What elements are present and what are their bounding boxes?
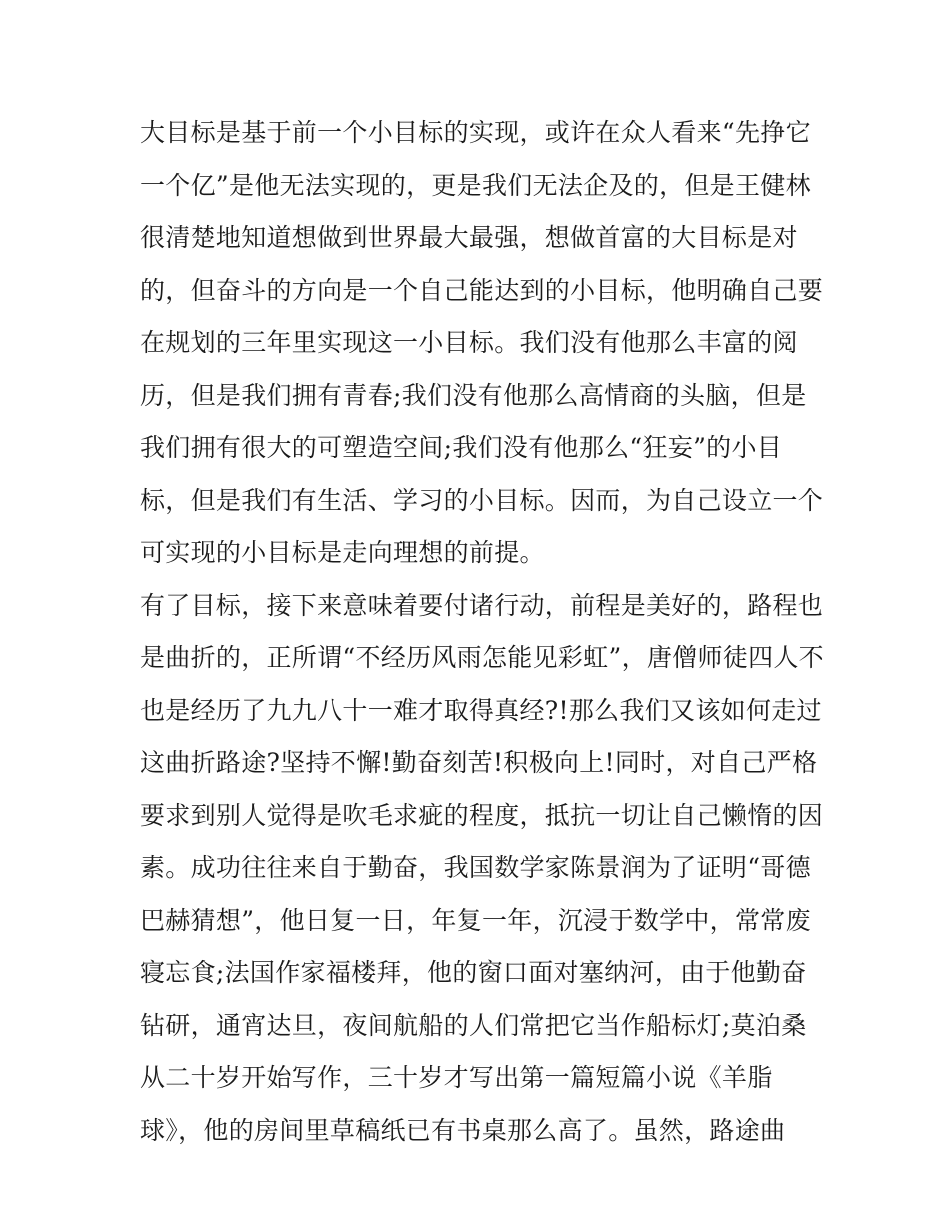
text-line: 一个亿”是他无法实现的，更是我们无法企及的，但是王健林 [140,170,811,200]
text-line: 这曲折路途?坚持不懈!勤奋刻苦!积极向上!同时，对自己严格 [140,748,818,777]
text-line: 要求到别人觉得是吹毛求疵的程度，抵抗一切让自己懒惰的因 [140,800,824,830]
text-line: 很清楚地知道想做到世界最大最强，想做首富的大目标是对 [140,223,798,252]
body-text [140,107,840,1157]
text-line: 素。成功往往来自于勤奋，我国数学家陈景润为了证明“哥德 [140,853,811,882]
text-line: 大目标是基于前一个小目标的实现，或许在众人看来“先挣它 [140,118,811,147]
text-line: 也是经历了九九八十一难才取得真经?!那么我们又该如何走过 [140,695,822,725]
text-line: 在规划的三年里实现这一小目标。我们没有他那么丰富的阅 [140,328,798,357]
text-line: 可实现的小目标是走向理想的前提。 [140,538,545,567]
text-line: 历，但是我们拥有青春;我们没有他那么高情商的头脑，但是 [140,380,807,410]
text-line: 巴赫猜想”，他日复一日，年复一年，沉浸于数学中，常常废 [140,905,811,935]
text-line: 的，但奋斗的方向是一个自己能达到的小目标，他明确自己要 [140,275,824,305]
text-line: 从二十岁开始写作，三十岁才写出第一篇短篇小说《羊脂 [140,1063,773,1092]
text-line: 钻研，通宵达旦，夜间航船的人们常把它当作船标灯;莫泊桑 [140,1010,807,1040]
text-line: 是曲折的，正所谓“不经历风雨怎能见彩虹”，唐僧师徒四人不 [140,643,824,672]
text-line: 有了目标，接下来意味着要付诸行动，前程是美好的，路程也 [140,590,824,620]
text-line: 标，但是我们有生活、学习的小目标。因而，为自己设立一个 [140,485,824,515]
text-line: 寝忘食;法国作家福楼拜，他的窗口面对塞纳河，由于他勤奋 [140,958,807,987]
text-line: 我们拥有很大的可塑造空间;我们没有他那么“狂妄”的小目 [140,433,783,462]
text-line: 球》，他的房间里草稿纸已有书桌那么高了。虽然，路途曲 [140,1115,786,1145]
